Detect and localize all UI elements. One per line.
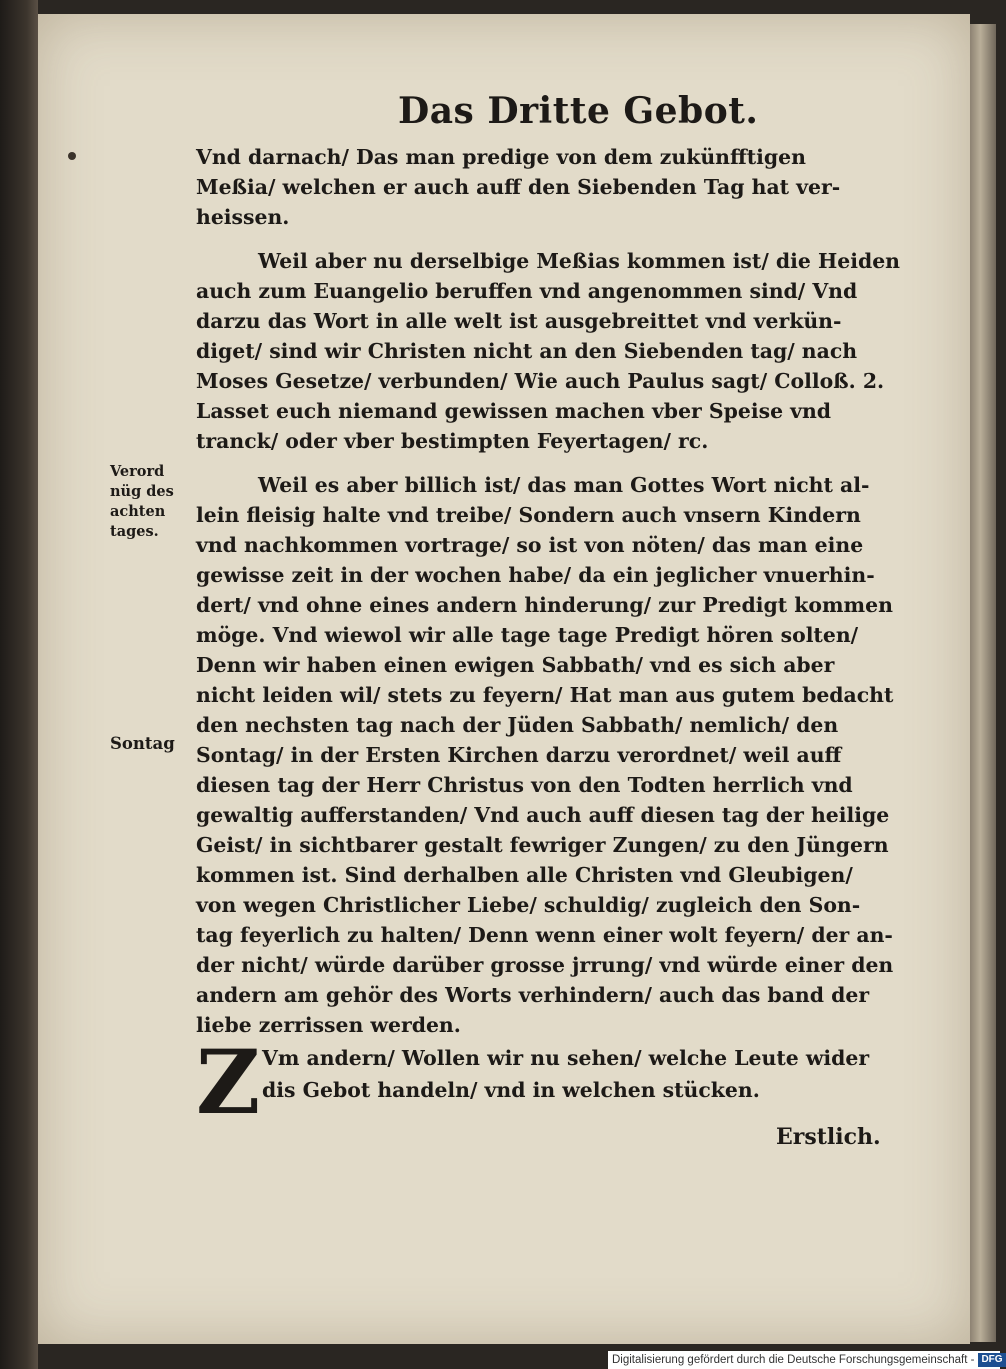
- text-line: Sontag/ in der Ersten Kirchen darzu verordnet/ weil auff: [196, 743, 842, 767]
- text-line: Vnd darnach/ Das man predige von dem zukünfftigen: [196, 145, 806, 169]
- drop-cap: Z: [196, 1030, 261, 1134]
- text-line: dert/ vnd ohne eines andern hinderung/ zur Predigt kommen: [196, 593, 893, 617]
- text-line: den nechsten tag nach der Jüden Sabbath/ nemlich/ den: [196, 713, 839, 737]
- text-line: tag feyerlich zu halten/ Denn wenn einer wolt feyern/ der an-: [196, 923, 893, 947]
- catchword: Erstlich.: [776, 1124, 881, 1150]
- text-line: auch zum Euangelio beruffen vnd angenommen sind/ Vnd: [196, 279, 858, 303]
- text-line: möge. Vnd wiewol wir alle tage tage Predigt hören solten/: [196, 623, 859, 647]
- text-line: vnd nachkommen vortrage/ so ist von nöten/ das man eine: [196, 533, 864, 557]
- text-line: kommen ist. Sind derhalben alle Christen vnd Gleubigen/: [196, 863, 853, 887]
- text-line: der nicht/ würde darüber grosse jrrung/ vnd würde einer den: [196, 953, 894, 977]
- text-line: Moses Gesetze/ verbunden/ Wie auch Paulus sagt/ Colloß. 2.: [196, 369, 885, 393]
- margin-note-line: achten: [110, 503, 166, 520]
- text-line: heissen.: [196, 205, 290, 229]
- margin-note-line: Verord: [110, 463, 165, 480]
- text-line: nicht leiden wil/ stets zu feyern/ Hat man aus gutem bedacht: [196, 683, 894, 707]
- text-line: diget/ sind wir Christen nicht an den Siebenden tag/ nach: [196, 339, 858, 363]
- text-line: Weil es aber billich ist/ das man Gottes Wort nicht al-: [258, 473, 870, 497]
- page-edge: [970, 24, 996, 1342]
- text-line: Meßia/ welchen er auch auff den Siebenden Tag hat ver-: [196, 175, 841, 199]
- text-line: von wegen Christlicher Liebe/ schuldig/ zugleich den Son-: [196, 893, 861, 917]
- dfg-logo[interactable]: DFG: [978, 1353, 1005, 1367]
- page-heading: Das Dritte Gebot.: [398, 90, 759, 132]
- ink-spot: [68, 152, 76, 160]
- margin-note-verordnung: [110, 462, 206, 542]
- text-line: Weil aber nu derselbige Meßias kommen ist/ die Heiden: [258, 249, 900, 273]
- margin-note-line: nüg des: [110, 483, 174, 500]
- margin-note-sontag: Sontag: [110, 734, 175, 753]
- text-line: dis Gebot handeln/ vnd in welchen stücken.: [262, 1078, 760, 1102]
- text-line: Lasset euch niemand gewissen machen vber Speise vnd: [196, 399, 832, 423]
- text-line: gewisse zeit in der wochen habe/ da ein jeglicher vnuerhin-: [196, 563, 875, 587]
- text-line: tranck/ oder vber bestimpten Feyertagen/ rc.: [196, 429, 709, 453]
- footer-text: Digitalisierung gefördert durch die Deutsche Forschungsgemeinschaft -: [612, 1354, 975, 1366]
- text-line: Vm andern/ Wollen wir nu sehen/ welche Leute wider: [262, 1046, 870, 1070]
- text-line: gewaltig aufferstanden/ Vnd auch auff diesen tag der heilige: [196, 803, 890, 827]
- book-page: [38, 14, 970, 1344]
- final-section: [196, 1030, 896, 1134]
- text-line: Denn wir haben einen ewigen Sabbath/ vnd es sich aber: [196, 653, 835, 677]
- text-line: andern am gehör des Worts verhindern/ auch das band der: [196, 983, 870, 1007]
- text-line: diesen tag der Herr Christus von den Todten herrlich vnd: [196, 773, 853, 797]
- body-text: [196, 142, 900, 1040]
- digitization-footer: [608, 1351, 1003, 1369]
- text-line: darzu das Wort in alle welt ist ausgebreittet vnd verkün-: [196, 309, 842, 333]
- book-spine: [0, 0, 38, 1369]
- text-line: lein fleisig halte vnd treibe/ Sondern auch vnsern Kindern: [196, 503, 861, 527]
- text-line: Geist/ in sichtbarer gestalt fewriger Zungen/ zu den Jüngern: [196, 833, 889, 857]
- margin-note-line: tages.: [110, 523, 159, 540]
- text-line: liebe zerrissen werden.: [196, 1013, 461, 1037]
